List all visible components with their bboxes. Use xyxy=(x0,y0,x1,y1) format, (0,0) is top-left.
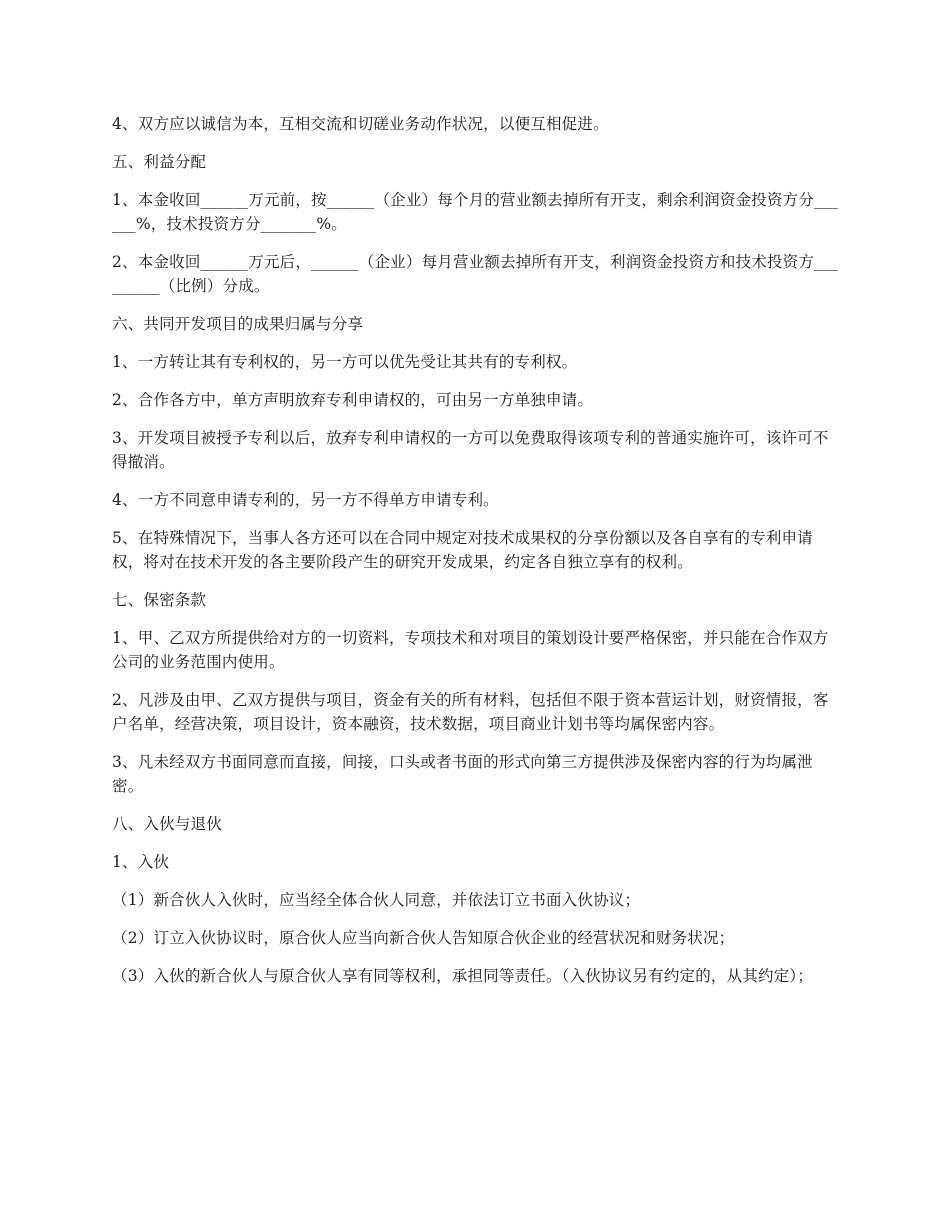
paragraph-confidential-scope: 2、凡涉及由甲、乙双方提供与项目，资金有关的所有材料，包括但不限于资本营运计划，财资情报，客户名单，经营决策，项目设计，资本融资，技术数据，项目商业计划书等均属保密内容。 xyxy=(112,691,829,733)
paragraph-special-circumstances: 5、在特殊情况下，当事人各方还可以在合同中规定对技术成果权的分享份额以及各自享有的专利申请权，将对在技术开发的各主要阶段产生的研究开发成果，约定各自独立享有的权利。 xyxy=(112,529,813,571)
section-heading-confidentiality: 七、保密条款 xyxy=(112,591,207,609)
paragraph-patent-waiver: 2、合作各方中，单方声明放弃专利申请权的，可由另一方单独申请。 xyxy=(112,391,594,409)
paragraph-disclosure-breach: 3、凡未经双方书面同意而直接，间接，口头或者书面的形式向第三方提供涉及保密内容的行为均属泄密。 xyxy=(112,753,813,795)
document-body xyxy=(112,112,840,1002)
paragraph-clause-4-integrity: 4、双方应以诚信为本，互相交流和切磋业务动作状况，以便互相促进。 xyxy=(112,115,609,133)
paragraph-confidential-materials: 1、甲、乙双方所提供给对方的一切资料，专项技术和对项目的策划设计要严格保密，并只能在合作双方公司的业务范围内使用。 xyxy=(112,629,829,671)
paragraph-profit-after-recovery: 2、本金收回______万元后，______（企业）每月营业额去掉所有开支，利润资金投资方和技术投资方_________（比例）分成。 xyxy=(112,253,838,295)
paragraph-admission-consent: （1）新合伙人入伙时，应当经全体合伙人同意，并依法订立书面入伙协议； xyxy=(112,891,641,909)
section-heading-results-ownership: 六、共同开发项目的成果归属与分享 xyxy=(112,315,364,333)
paragraph-profit-before-recovery: 1、本金收回______万元前，按______（企业）每个月的营业额去掉所有开支，剩余利润资金投资方分______%，技术投资方分_______%。 xyxy=(112,191,838,233)
section-heading-profit-distribution: 五、利益分配 xyxy=(112,153,207,171)
paragraph-patent-license: 3、开发项目被授予专利以后，放弃专利申请权的一方可以免费取得该项专利的普通实施许可，该许可不得撤消。 xyxy=(112,429,829,471)
paragraph-admission-rights: （3）入伙的新合伙人与原合伙人享有同等权利，承担同等责任。（入伙协议另有约定的，从其约定）； xyxy=(112,967,814,985)
paragraph-patent-transfer: 1、一方转让其有专利权的，另一方可以优先受让其共有的专利权。 xyxy=(112,353,578,371)
section-heading-admission-withdrawal: 八、入伙与退伙 xyxy=(112,815,222,833)
paragraph-patent-disagreement: 4、一方不同意申请专利的，另一方不得单方申请专利。 xyxy=(112,491,499,509)
paragraph-admission-disclosure: （2）订立入伙协议时，原合伙人应当向新合伙人告知原合伙企业的经营状况和财务状况； xyxy=(112,929,735,947)
subheading-admission: 1、入伙 xyxy=(112,853,170,871)
